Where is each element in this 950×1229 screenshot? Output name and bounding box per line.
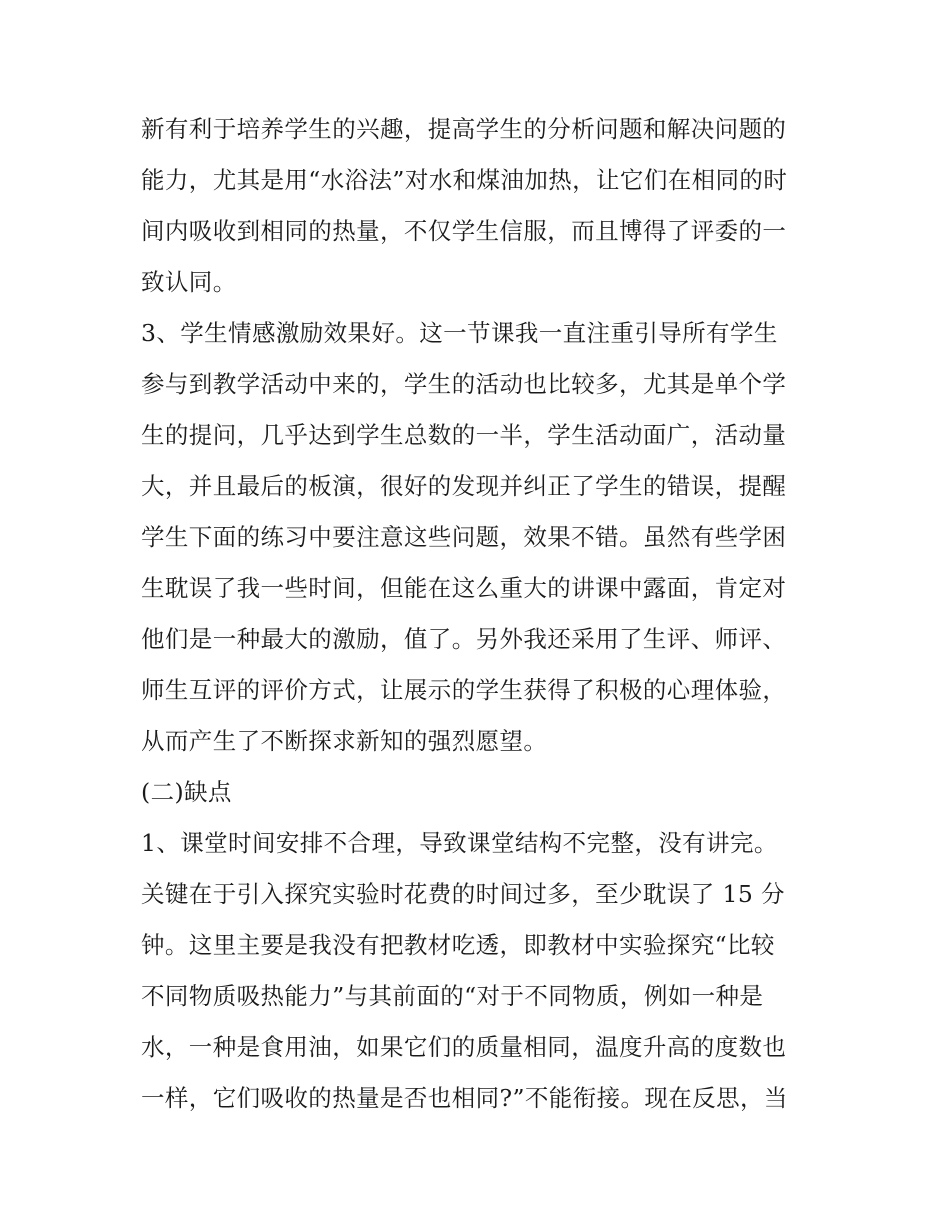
text-line: 不同物质吸热能力”与其前面的“对于不同物质，例如一种是 — [141, 982, 764, 1010]
text-line: 生耽误了我一些时间，但能在这么重大的讲课中露面，肯定对 — [141, 574, 787, 602]
text-line: 参与到教学活动中来的，学生的活动也比较多，尤其是单个学 — [141, 370, 787, 398]
point-1-heading-line: 1、课堂时间安排不合理，导致课堂结构不完整，没有讲完。 — [141, 829, 778, 857]
text-line: 大，并且最后的板演，很好的发现并纠正了学生的错误，提醒 — [141, 472, 787, 500]
text-line: 关键在于引入探究实验时花费的时间过多，至少耽误了 15 分 — [141, 880, 785, 908]
section-heading: (二)缺点 — [141, 778, 232, 806]
body-text — [141, 104, 841, 1124]
point-3-heading-line: 3、学生情感激励效果好。这一节课我一直注重引导所有学生 — [141, 319, 778, 347]
text-line: 水，一种是食用油，如果它们的质量相同，温度升高的度数也 — [141, 1033, 787, 1061]
text-line: 他们是一种最大的激励，值了。另外我还采用了生评、师评、 — [141, 625, 787, 653]
text-line: 生的提问，几乎达到学生总数的一半，学生活动面广，活动量 — [141, 421, 787, 449]
text-line: 致认同。 — [141, 268, 237, 296]
text-line: 间内吸收到相同的热量，不仅学生信服，而且博得了评委的一 — [141, 217, 787, 245]
text-line: 从而产生了不断探求新知的强烈愿望。 — [141, 727, 548, 755]
text-line: 钟。这里主要是我没有把教材吃透，即教材中实验探究“比较 — [141, 931, 775, 959]
text-line: 一样，它们吸收的热量是否也相同?”不能衔接。现在反思，当 — [141, 1084, 788, 1112]
text-line: 新有利于培养学生的兴趣，提高学生的分析问题和解决问题的 — [141, 115, 787, 143]
text-line: 师生互评的评价方式，让展示的学生获得了积极的心理体验， — [141, 676, 787, 704]
text-line: 能力，尤其是用“水浴法”对水和煤油加热，让它们在相同的时 — [141, 166, 788, 194]
text-line: 学生下面的练习中要注意这些问题，效果不错。虽然有些学困 — [141, 523, 787, 551]
